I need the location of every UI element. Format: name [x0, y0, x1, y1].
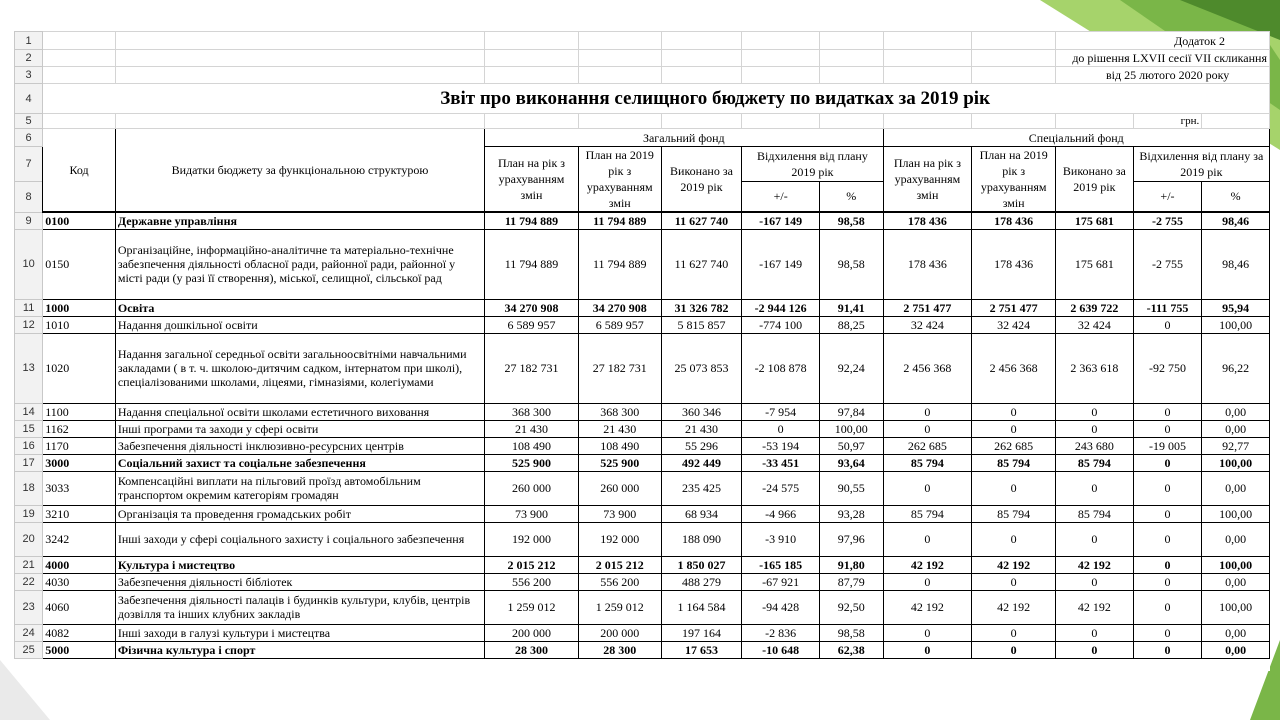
table-row: [15, 624, 1270, 641]
plan-2019-header: План на 2019 рік з урахуванням змін: [578, 147, 661, 213]
code-cell[interactable]: 1162: [43, 420, 116, 437]
value-cell[interactable]: 0: [883, 624, 972, 641]
name-cell[interactable]: Фізична культура і спорт: [115, 641, 484, 658]
value-cell[interactable]: 200 000: [578, 624, 661, 641]
value-cell[interactable]: 11 794 889: [578, 212, 661, 229]
value-cell[interactable]: 25 073 853: [661, 333, 742, 403]
value-cell[interactable]: 42 192: [883, 590, 972, 624]
value-cell[interactable]: 32 424: [972, 316, 1056, 333]
value-cell[interactable]: -774 100: [742, 316, 820, 333]
value-cell[interactable]: 87,79: [819, 573, 883, 590]
value-cell[interactable]: 2 015 212: [578, 556, 661, 573]
row-number[interactable]: 9: [15, 212, 43, 229]
value-cell[interactable]: 0: [1056, 573, 1134, 590]
value-cell[interactable]: 525 900: [578, 454, 661, 471]
code-cell[interactable]: 0100: [43, 212, 116, 229]
value-cell[interactable]: 492 449: [661, 454, 742, 471]
value-cell[interactable]: -92 750: [1133, 333, 1202, 403]
decision-label: до рішення LXVII сесії VII скликання: [1056, 50, 1270, 67]
value-cell[interactable]: 0: [1056, 420, 1134, 437]
value-cell[interactable]: 525 900: [485, 454, 579, 471]
value-cell[interactable]: 85 794: [883, 454, 972, 471]
value-cell[interactable]: 178 436: [883, 212, 972, 229]
page-title: Звіт про виконання селищного бюджету по видатках за 2019 рік: [43, 84, 1270, 114]
value-cell[interactable]: 93,64: [819, 454, 883, 471]
value-cell[interactable]: 0: [1056, 624, 1134, 641]
code-cell[interactable]: 0150: [43, 229, 116, 299]
value-cell[interactable]: 28 300: [485, 641, 579, 658]
currency-label: грн.: [1133, 114, 1202, 129]
value-cell[interactable]: 31 326 782: [661, 299, 742, 316]
name-header: Видатки бюджету за функціональною структурою: [115, 129, 484, 213]
table-row: [15, 420, 1270, 437]
value-cell[interactable]: 91,41: [819, 299, 883, 316]
value-cell[interactable]: -10 648: [742, 641, 820, 658]
table-row: [15, 505, 1270, 522]
code-cell[interactable]: 4000: [43, 556, 116, 573]
code-cell[interactable]: 3242: [43, 522, 116, 556]
value-cell[interactable]: 0: [883, 403, 972, 420]
done-sf-header: Виконано за 2019 рік: [1056, 147, 1134, 213]
value-cell[interactable]: 34 270 908: [485, 299, 579, 316]
deviation-sf-pct-header: %: [1202, 181, 1270, 212]
value-cell[interactable]: 28 300: [578, 641, 661, 658]
value-cell[interactable]: 21 430: [485, 420, 579, 437]
name-cell[interactable]: Соціальний захист та соціальне забезпечення: [115, 454, 484, 471]
value-cell[interactable]: 100,00: [1202, 505, 1270, 522]
code-cell[interactable]: 5000: [43, 641, 116, 658]
value-cell[interactable]: 262 685: [883, 437, 972, 454]
done-header: Виконано за 2019 рік: [661, 147, 742, 213]
row-number[interactable]: 24: [15, 624, 43, 641]
value-cell[interactable]: 11 794 889: [485, 212, 579, 229]
value-cell[interactable]: 0: [1133, 420, 1202, 437]
value-cell[interactable]: 0: [1133, 316, 1202, 333]
value-cell[interactable]: 0,00: [1202, 573, 1270, 590]
row-number[interactable]: 25: [15, 641, 43, 658]
value-cell[interactable]: -7 954: [742, 403, 820, 420]
value-cell[interactable]: 556 200: [578, 573, 661, 590]
value-cell[interactable]: 1 164 584: [661, 590, 742, 624]
row-number[interactable]: 5: [15, 114, 43, 129]
value-cell[interactable]: 175 681: [1056, 212, 1134, 229]
value-cell[interactable]: 0: [883, 420, 972, 437]
value-cell[interactable]: 1 850 027: [661, 556, 742, 573]
name-cell[interactable]: Інші програми та заходи у сфері освіти: [115, 420, 484, 437]
value-cell[interactable]: 0: [972, 641, 1056, 658]
value-cell[interactable]: 6 589 957: [485, 316, 579, 333]
value-cell[interactable]: 0: [1133, 505, 1202, 522]
value-cell[interactable]: 2 751 477: [883, 299, 972, 316]
value-cell[interactable]: 92,24: [819, 333, 883, 403]
code-cell[interactable]: 4060: [43, 590, 116, 624]
value-cell[interactable]: 34 270 908: [578, 299, 661, 316]
value-cell[interactable]: 2 751 477: [972, 299, 1056, 316]
value-cell[interactable]: 17 653: [661, 641, 742, 658]
value-cell[interactable]: 97,84: [819, 403, 883, 420]
value-cell[interactable]: 0: [972, 403, 1056, 420]
value-cell[interactable]: 98,58: [819, 624, 883, 641]
value-cell[interactable]: 1 259 012: [485, 590, 579, 624]
value-cell[interactable]: 85 794: [972, 505, 1056, 522]
name-cell[interactable]: Забезпечення діяльності інклюзивно-ресурсних центрів: [115, 437, 484, 454]
date-label: від 25 лютого 2020 року: [1056, 67, 1270, 84]
value-cell[interactable]: 0: [742, 420, 820, 437]
value-cell[interactable]: 42 192: [1056, 556, 1134, 573]
table-row: [15, 316, 1270, 333]
value-cell[interactable]: 360 346: [661, 403, 742, 420]
budget-table: [14, 31, 1270, 659]
value-cell[interactable]: 100,00: [1202, 556, 1270, 573]
table-row: [15, 641, 1270, 658]
value-cell[interactable]: -3 910: [742, 522, 820, 556]
value-cell[interactable]: 11 627 740: [661, 212, 742, 229]
deviation-abs-header: +/-: [742, 181, 820, 212]
value-cell[interactable]: 197 164: [661, 624, 742, 641]
name-cell[interactable]: Інші заходи в галузі культури і мистецтва: [115, 624, 484, 641]
general-fund-header: Загальний фонд: [485, 129, 883, 147]
code-header: Код: [43, 129, 116, 213]
value-cell[interactable]: 85 794: [883, 505, 972, 522]
value-cell[interactable]: -2 755: [1133, 229, 1202, 299]
value-cell[interactable]: 50,97: [819, 437, 883, 454]
value-cell[interactable]: 85 794: [1056, 454, 1134, 471]
table-row: [15, 590, 1270, 624]
value-cell[interactable]: 192 000: [578, 522, 661, 556]
value-cell[interactable]: 97,96: [819, 522, 883, 556]
value-cell[interactable]: 0: [1133, 624, 1202, 641]
value-cell[interactable]: 100,00: [819, 420, 883, 437]
value-cell[interactable]: 0: [1133, 471, 1202, 505]
value-cell[interactable]: 0,00: [1202, 641, 1270, 658]
value-cell[interactable]: 73 900: [578, 505, 661, 522]
value-cell[interactable]: 0: [1056, 641, 1134, 658]
value-cell[interactable]: 6 589 957: [578, 316, 661, 333]
value-cell[interactable]: 178 436: [972, 212, 1056, 229]
value-cell[interactable]: 0: [972, 573, 1056, 590]
table-row: [15, 403, 1270, 420]
value-cell[interactable]: 0: [1056, 522, 1134, 556]
code-cell[interactable]: 1100: [43, 403, 116, 420]
plan-year-sf-header: План на рік з урахуванням змін: [883, 147, 972, 213]
value-cell[interactable]: 0,00: [1202, 624, 1270, 641]
name-cell[interactable]: Організаційне, інформаційно-аналітичне та матеріально-технічне забезпечення діяльності обласної ради, районної ради, районної у місті ради (у разі її створення), міської, селищної, сільської рад: [115, 229, 484, 299]
value-cell[interactable]: 0: [1133, 454, 1202, 471]
value-cell[interactable]: 488 279: [661, 573, 742, 590]
value-cell[interactable]: 90,55: [819, 471, 883, 505]
deviation-pct-header: %: [819, 181, 883, 212]
value-cell[interactable]: 368 300: [578, 403, 661, 420]
special-fund-header: Спеціальний фонд: [883, 129, 1269, 147]
deviation-sf-header: Відхилення від плану за 2019 рік: [1133, 147, 1269, 182]
name-cell[interactable]: Надання спеціальної освіти школами естетичного виховання: [115, 403, 484, 420]
row-number[interactable]: 14: [15, 403, 43, 420]
value-cell[interactable]: 96,22: [1202, 333, 1270, 403]
value-cell[interactable]: -167 149: [742, 229, 820, 299]
table-row: [15, 522, 1270, 556]
row-number[interactable]: 15: [15, 420, 43, 437]
value-cell[interactable]: 0: [972, 624, 1056, 641]
table-row: [15, 212, 1270, 229]
row-number[interactable]: 3: [15, 67, 43, 84]
value-cell[interactable]: -67 921: [742, 573, 820, 590]
name-cell[interactable]: Організація та проведення громадських робіт: [115, 505, 484, 522]
name-cell[interactable]: Забезпечення діяльності бібліотек: [115, 573, 484, 590]
value-cell[interactable]: 27 182 731: [485, 333, 579, 403]
value-cell[interactable]: 260 000: [485, 471, 579, 505]
value-cell[interactable]: 262 685: [972, 437, 1056, 454]
code-cell[interactable]: 3033: [43, 471, 116, 505]
name-cell[interactable]: Освіта: [115, 299, 484, 316]
value-cell[interactable]: 0: [1133, 522, 1202, 556]
value-cell[interactable]: -167 149: [742, 212, 820, 229]
value-cell[interactable]: 100,00: [1202, 454, 1270, 471]
value-cell[interactable]: 92,50: [819, 590, 883, 624]
value-cell[interactable]: 0: [883, 471, 972, 505]
value-cell[interactable]: 11 627 740: [661, 229, 742, 299]
value-cell[interactable]: 0,00: [1202, 522, 1270, 556]
row-number[interactable]: 23: [15, 590, 43, 624]
value-cell[interactable]: 2 456 368: [883, 333, 972, 403]
value-cell[interactable]: 88,25: [819, 316, 883, 333]
table-row: [15, 299, 1270, 316]
code-cell[interactable]: 1010: [43, 316, 116, 333]
value-cell[interactable]: 0: [883, 522, 972, 556]
value-cell[interactable]: 91,80: [819, 556, 883, 573]
value-cell[interactable]: 85 794: [972, 454, 1056, 471]
value-cell[interactable]: 178 436: [883, 229, 972, 299]
value-cell[interactable]: 108 490: [578, 437, 661, 454]
value-cell[interactable]: 192 000: [485, 522, 579, 556]
spreadsheet: [14, 31, 1270, 671]
value-cell[interactable]: 368 300: [485, 403, 579, 420]
value-cell[interactable]: 556 200: [485, 573, 579, 590]
table-row: [15, 333, 1270, 403]
deviation-sf-abs-header: +/-: [1133, 181, 1202, 212]
value-cell[interactable]: 108 490: [485, 437, 579, 454]
value-cell[interactable]: 178 436: [972, 229, 1056, 299]
code-cell[interactable]: 1020: [43, 333, 116, 403]
value-cell[interactable]: -2 755: [1133, 212, 1202, 229]
table-row: [15, 229, 1270, 299]
row-number[interactable]: 7: [15, 147, 43, 182]
value-cell[interactable]: 2 015 212: [485, 556, 579, 573]
value-cell[interactable]: 27 182 731: [578, 333, 661, 403]
value-cell[interactable]: 0: [1133, 403, 1202, 420]
value-cell[interactable]: 98,58: [819, 212, 883, 229]
value-cell[interactable]: 0: [972, 420, 1056, 437]
name-cell[interactable]: Державне управління: [115, 212, 484, 229]
value-cell[interactable]: 21 430: [578, 420, 661, 437]
value-cell[interactable]: 100,00: [1202, 590, 1270, 624]
value-cell[interactable]: 5 815 857: [661, 316, 742, 333]
row-number[interactable]: 10: [15, 229, 43, 299]
table-row: [15, 556, 1270, 573]
name-cell[interactable]: Компенсаційні виплати на пільговий проїзд автомобільним транспортом окремим категоріям громадян: [115, 471, 484, 505]
row-number[interactable]: 21: [15, 556, 43, 573]
value-cell[interactable]: 0: [883, 573, 972, 590]
value-cell[interactable]: -19 005: [1133, 437, 1202, 454]
row-number[interactable]: 8: [15, 181, 43, 212]
value-cell[interactable]: 0: [1133, 573, 1202, 590]
value-cell[interactable]: 175 681: [1056, 229, 1134, 299]
value-cell[interactable]: -33 451: [742, 454, 820, 471]
value-cell[interactable]: -2 108 878: [742, 333, 820, 403]
value-cell[interactable]: 42 192: [1056, 590, 1134, 624]
value-cell[interactable]: 2 639 722: [1056, 299, 1134, 316]
row-number[interactable]: 13: [15, 333, 43, 403]
value-cell[interactable]: 0,00: [1202, 403, 1270, 420]
value-cell[interactable]: 73 900: [485, 505, 579, 522]
value-cell[interactable]: 188 090: [661, 522, 742, 556]
row-number[interactable]: 17: [15, 454, 43, 471]
value-cell[interactable]: 98,46: [1202, 229, 1270, 299]
value-cell[interactable]: 98,46: [1202, 212, 1270, 229]
value-cell[interactable]: 11 794 889: [578, 229, 661, 299]
value-cell[interactable]: 0: [1133, 590, 1202, 624]
row-number[interactable]: 20: [15, 522, 43, 556]
value-cell[interactable]: 32 424: [1056, 316, 1134, 333]
value-cell[interactable]: 2 456 368: [972, 333, 1056, 403]
row-number[interactable]: 16: [15, 437, 43, 454]
row-number[interactable]: 6: [15, 129, 43, 147]
value-cell[interactable]: 98,58: [819, 229, 883, 299]
value-cell[interactable]: -4 966: [742, 505, 820, 522]
name-cell[interactable]: Інші заходи у сфері соціального захисту і соціального забезпечення: [115, 522, 484, 556]
value-cell[interactable]: 0: [1056, 471, 1134, 505]
value-cell[interactable]: 260 000: [578, 471, 661, 505]
row-number[interactable]: 12: [15, 316, 43, 333]
value-cell[interactable]: 0,00: [1202, 471, 1270, 505]
row-number[interactable]: 11: [15, 299, 43, 316]
value-cell[interactable]: 93,28: [819, 505, 883, 522]
annex-label: Додаток 2: [1056, 32, 1270, 50]
value-cell[interactable]: 0: [1133, 556, 1202, 573]
row-number[interactable]: 18: [15, 471, 43, 505]
table-row: [15, 573, 1270, 590]
value-cell[interactable]: 100,00: [1202, 316, 1270, 333]
table-row: [15, 454, 1270, 471]
row-number[interactable]: 22: [15, 573, 43, 590]
value-cell[interactable]: 62,38: [819, 641, 883, 658]
row-number[interactable]: 4: [15, 84, 43, 114]
value-cell[interactable]: 21 430: [661, 420, 742, 437]
value-cell[interactable]: 200 000: [485, 624, 579, 641]
name-cell[interactable]: Надання дошкільної освіти: [115, 316, 484, 333]
code-cell[interactable]: 3000: [43, 454, 116, 471]
value-cell[interactable]: 0: [972, 471, 1056, 505]
plan-2019-sf-header: План на 2019 рік з урахуванням змін: [972, 147, 1056, 213]
value-cell[interactable]: 0: [972, 522, 1056, 556]
value-cell[interactable]: 42 192: [883, 556, 972, 573]
value-cell[interactable]: 95,94: [1202, 299, 1270, 316]
value-cell[interactable]: 42 192: [972, 556, 1056, 573]
value-cell[interactable]: 85 794: [1056, 505, 1134, 522]
code-cell[interactable]: 1000: [43, 299, 116, 316]
value-cell[interactable]: 1 259 012: [578, 590, 661, 624]
name-cell[interactable]: Забезпечення діяльності палаців і будинків культури, клубів, центрів дозвілля та інших клубних закладів: [115, 590, 484, 624]
value-cell[interactable]: 0: [883, 641, 972, 658]
deviation-header: Відхилення від плану 2019 рік: [742, 147, 883, 182]
value-cell[interactable]: 0: [1133, 641, 1202, 658]
code-cell[interactable]: 4082: [43, 624, 116, 641]
row-number[interactable]: 2: [15, 50, 43, 67]
value-cell[interactable]: 0: [1056, 403, 1134, 420]
name-cell[interactable]: Надання загальної середньої освіти загальноосвітніми навчальними закладами ( в т. ч. школою-дитячим садком, інтернатом при школі), спеціалізованими школами, ліцеями, гімназіями, колегіумами: [115, 333, 484, 403]
code-cell[interactable]: 3210: [43, 505, 116, 522]
value-cell[interactable]: 235 425: [661, 471, 742, 505]
value-cell[interactable]: 243 680: [1056, 437, 1134, 454]
value-cell[interactable]: 42 192: [972, 590, 1056, 624]
value-cell[interactable]: 92,77: [1202, 437, 1270, 454]
value-cell[interactable]: -2 836: [742, 624, 820, 641]
row-number[interactable]: 19: [15, 505, 43, 522]
table-row: [15, 471, 1270, 505]
value-cell[interactable]: 55 296: [661, 437, 742, 454]
value-cell[interactable]: -53 194: [742, 437, 820, 454]
value-cell[interactable]: -94 428: [742, 590, 820, 624]
value-cell[interactable]: 68 934: [661, 505, 742, 522]
value-cell[interactable]: -165 185: [742, 556, 820, 573]
row-number[interactable]: 1: [15, 32, 43, 50]
value-cell[interactable]: 32 424: [883, 316, 972, 333]
name-cell[interactable]: Культура і мистецтво: [115, 556, 484, 573]
code-cell[interactable]: 1170: [43, 437, 116, 454]
value-cell[interactable]: -24 575: [742, 471, 820, 505]
code-cell[interactable]: 4030: [43, 573, 116, 590]
value-cell[interactable]: 2 363 618: [1056, 333, 1134, 403]
plan-year-header: План на рік з урахуванням змін: [485, 147, 579, 213]
value-cell[interactable]: -2 944 126: [742, 299, 820, 316]
value-cell[interactable]: 11 794 889: [485, 229, 579, 299]
table-row: [15, 437, 1270, 454]
value-cell[interactable]: 0,00: [1202, 420, 1270, 437]
value-cell[interactable]: -111 755: [1133, 299, 1202, 316]
